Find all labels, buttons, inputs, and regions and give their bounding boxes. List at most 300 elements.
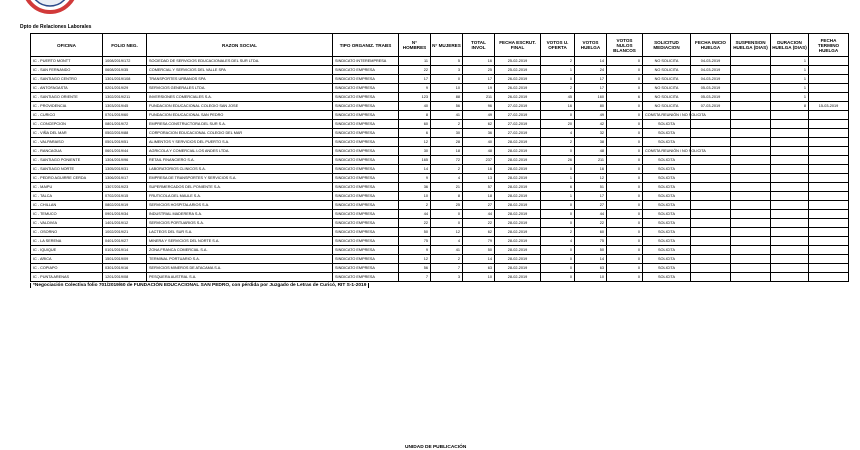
table-row [31, 120, 849, 129]
offer-votes-cell: 1 [541, 174, 575, 183]
mediation-cell: SOLICITA [643, 255, 691, 264]
mediation-cell: SOLICITA [643, 219, 691, 228]
company-cell: CORPORACION EDUCACIONAL COLEGIO DEL MAR [147, 129, 333, 138]
total-cell: 57 [463, 183, 495, 192]
company-cell: EMPRESA CONSTRUCTORA DEL SUR S.A. [147, 120, 333, 129]
company-cell: SERVICIOS HOSPITALARIOS S.A. [147, 201, 333, 210]
strike-votes-cell: 60 [575, 228, 607, 237]
men-count-cell: 30 [399, 147, 431, 156]
duration-days-cell [771, 228, 809, 237]
scrutiny-date-cell: 25-02-2019 [495, 66, 541, 75]
department-title: Dpto de Relaciones Laborales [20, 24, 92, 30]
scrutiny-date-cell: 28-02-2019 [495, 165, 541, 174]
strike-votes-cell: 14 [575, 57, 607, 66]
women-count-cell: 21 [431, 183, 463, 192]
company-cell: EMPRESA DE TRANSPORTES Y SERVICIOS S.A. [147, 174, 333, 183]
total-cell: 16 [463, 57, 495, 66]
company-cell: SERVICIOS PORTUARIOS S.A. [147, 219, 333, 228]
total-cell: 96 [463, 102, 495, 111]
institution-logo [18, 0, 82, 14]
scrutiny-date-cell: 26-02-2019 [495, 93, 541, 102]
duration-days-cell [771, 255, 809, 264]
men-count-cell: 2 [399, 201, 431, 210]
men-count-cell: 22 [399, 219, 431, 228]
men-count-cell: 9 [399, 246, 431, 255]
suspension-days-cell [731, 237, 771, 246]
mediation-cell: NO SOLICITA [643, 57, 691, 66]
strike-end-cell [809, 255, 849, 264]
null-votes-cell: 0 [607, 264, 643, 273]
org-type-cell: SINDICATO EMPRESA [333, 102, 399, 111]
strike-votes-cell: 17 [575, 75, 607, 84]
null-votes-cell: 0 [607, 129, 643, 138]
company-cell: PESQUERA AUSTRAL S.A. [147, 273, 333, 282]
strike-votes-cell: 38 [575, 138, 607, 147]
women-count-cell: 72 [431, 156, 463, 165]
mediation-cell: SOLICITA [643, 228, 691, 237]
mediation-cell: SOLICITA [643, 120, 691, 129]
office-cell: IC - ANTOFAGASTA [31, 84, 103, 93]
total-cell: 18 [463, 192, 495, 201]
total-cell: 48 [463, 147, 495, 156]
org-type-cell: SINDICATO EMPRESA [333, 66, 399, 75]
total-cell: 79 [463, 237, 495, 246]
men-count-cell: 14 [399, 165, 431, 174]
office-cell: IC - ARICA [31, 255, 103, 264]
scrutiny-date-cell: 28-02-2019 [495, 210, 541, 219]
column-header: TIPO ORGANIZ. TRABS [333, 34, 399, 57]
folio-cell: 0702/2019/15 [103, 192, 147, 201]
duration-days-cell [771, 192, 809, 201]
table-row [31, 57, 849, 66]
duration-days-cell: 1 [771, 75, 809, 84]
strike-end-cell [809, 120, 849, 129]
column-header: FECHA INICIO HUELGA [691, 34, 731, 57]
folio-cell: 0501/2019/51 [103, 138, 147, 147]
scrutiny-date-cell: 28-02-2019 [495, 147, 541, 156]
strike-end-cell [809, 174, 849, 183]
women-count-cell: 12 [431, 228, 463, 237]
women-count-cell: 28 [431, 138, 463, 147]
strike-start-cell: 05-03-2019 [691, 93, 731, 102]
strike-start-cell [691, 255, 731, 264]
duration-days-cell [771, 210, 809, 219]
strike-start-cell [691, 219, 731, 228]
duration-days-cell [771, 246, 809, 255]
company-cell: SERVICIOS MINEROS DE ATACAMA S.A. [147, 264, 333, 273]
total-cell: 36 [463, 129, 495, 138]
total-cell: 50 [463, 246, 495, 255]
table-row [31, 183, 849, 192]
org-type-cell: SINDICATO EMPRESA [333, 246, 399, 255]
mediation-cell: NO SOLICITA [643, 75, 691, 84]
suspension-days-cell [731, 183, 771, 192]
org-type-cell: SINDICATO EMPRESA [333, 183, 399, 192]
office-cell: IC - TEMUCO [31, 210, 103, 219]
office-cell: IC - VIÑA DEL MAR [31, 129, 103, 138]
scrutiny-date-cell: 28-02-2019 [495, 192, 541, 201]
strike-start-cell [691, 129, 731, 138]
table-header-row [31, 34, 849, 57]
men-count-cell: 44 [399, 210, 431, 219]
women-count-cell: 5 [431, 57, 463, 66]
company-cell: TRANSPORTES URBANOS SPA [147, 75, 333, 84]
total-cell: 17 [463, 75, 495, 84]
suspension-days-cell [731, 75, 771, 84]
suspension-days-cell [731, 201, 771, 210]
strike-end-cell [809, 84, 849, 93]
offer-votes-cell: 0 [541, 273, 575, 282]
offer-votes-cell: 6 [541, 183, 575, 192]
offer-votes-cell: 20 [541, 120, 575, 129]
org-type-cell: SINDICATO EMPRESA [333, 111, 399, 120]
duration-days-cell [771, 183, 809, 192]
office-cell: IC - IQUIQUE [31, 246, 103, 255]
scrutiny-date-cell: 28-02-2019 [495, 264, 541, 273]
office-cell: IC - SANTIAGO NORTE [31, 165, 103, 174]
suspension-days-cell [731, 129, 771, 138]
column-header: TOTAL INVOL [463, 34, 495, 57]
table-body [31, 57, 849, 282]
strike-votes-cell: 80 [575, 102, 607, 111]
suspension-days-cell [731, 165, 771, 174]
folio-cell: 1304/2019/96 [103, 156, 147, 165]
women-count-cell: 7 [431, 264, 463, 273]
scrutiny-date-cell: 28-02-2019 [495, 246, 541, 255]
company-cell: AGRICOLA Y COMERCIAL LOS ANDES LTDA. [147, 147, 333, 156]
strike-votes-cell: 22 [575, 219, 607, 228]
duration-days-cell [771, 156, 809, 165]
strike-end-cell [809, 246, 849, 255]
folio-cell: 1401/2019/12 [103, 219, 147, 228]
mediation-cell: SOLICITA [643, 273, 691, 282]
mediation-cell: SOLICITA [643, 174, 691, 183]
offer-votes-cell: 0 [541, 165, 575, 174]
column-header: FECHA TERMINO HUELGA [809, 34, 849, 57]
org-type-cell: SINDICATO EMPRESA [333, 75, 399, 84]
table-row [31, 84, 849, 93]
mediation-cell: SOLICITA [643, 210, 691, 219]
table-row [31, 174, 849, 183]
strike-end-cell [809, 147, 849, 156]
strike-start-cell [691, 264, 731, 273]
org-type-cell: SINDICATO EMPRESA [333, 120, 399, 129]
mediation-cell: SOLICITA [643, 246, 691, 255]
strike-start-cell [691, 273, 731, 282]
men-count-cell: 7 [399, 273, 431, 282]
folio-cell: 0608/2019/35 [103, 66, 147, 75]
duration-days-cell [771, 165, 809, 174]
women-count-cell: 4 [431, 174, 463, 183]
folio-cell: 0601/2019/44 [103, 147, 147, 156]
offer-votes-cell: 1 [541, 66, 575, 75]
org-type-cell: SINDICATO EMPRESA [333, 93, 399, 102]
total-cell: 10 [463, 273, 495, 282]
mediation-cell: CONSTA REUNIÓN / NO SOLICITA [643, 147, 691, 156]
scrutiny-date-cell: 26-02-2019 [495, 75, 541, 84]
page-footer: UNIDAD DE PUBLICACIÓN [405, 445, 467, 450]
null-votes-cell: 0 [607, 192, 643, 201]
strike-start-cell [691, 192, 731, 201]
column-header: N° HOMBRES [399, 34, 431, 57]
offer-votes-cell: 2 [541, 228, 575, 237]
column-header: DURACION HUELGA (DIAS) [771, 34, 809, 57]
table-row [31, 192, 849, 201]
column-header: RAZON SOCIAL [147, 34, 333, 57]
total-cell: 62 [463, 120, 495, 129]
strike-votes-cell: 12 [575, 174, 607, 183]
table-row [31, 111, 849, 120]
men-count-cell: 22 [399, 66, 431, 75]
table-row [31, 156, 849, 165]
scrutiny-date-cell: 26-02-2019 [495, 84, 541, 93]
offer-votes-cell: 0 [541, 201, 575, 210]
strike-start-cell [691, 183, 731, 192]
mediation-cell: NO SOLICITA [643, 66, 691, 75]
strike-votes-cell: 51 [575, 183, 607, 192]
mediation-cell: NO SOLICITA [643, 93, 691, 102]
offer-votes-cell: 1 [541, 192, 575, 201]
null-votes-cell: 0 [607, 111, 643, 120]
mediation-cell: SOLICITA [643, 183, 691, 192]
folio-cell: 1303/2019/45 [103, 102, 147, 111]
org-type-cell: SINDICATO EMPRESA [333, 237, 399, 246]
strike-votes-cell: 32 [575, 129, 607, 138]
org-type-cell: SINDICATO EMPRESA [333, 156, 399, 165]
office-cell: IC - VALPARAISO [31, 138, 103, 147]
folio-cell: 0201/2019/29 [103, 84, 147, 93]
offer-votes-cell: 0 [541, 255, 575, 264]
table-row [31, 246, 849, 255]
mediation-cell: SOLICITA [643, 165, 691, 174]
null-votes-cell: 0 [607, 147, 643, 156]
null-votes-cell: 0 [607, 138, 643, 147]
company-cell: SUPERMERCADOS DEL PONIENTE S.A. [147, 183, 333, 192]
scrutiny-date-cell: 27-02-2019 [495, 111, 541, 120]
strike-start-cell [691, 246, 731, 255]
offer-votes-cell: 4 [541, 129, 575, 138]
strike-start-cell [691, 156, 731, 165]
strike-votes-cell: 42 [575, 120, 607, 129]
total-cell: 16 [463, 165, 495, 174]
office-cell: IC - MAIPU [31, 183, 103, 192]
suspension-days-cell [731, 192, 771, 201]
office-cell: IC - CURICO [31, 111, 103, 120]
suspension-days-cell [731, 246, 771, 255]
women-count-cell: 41 [431, 246, 463, 255]
company-cell: ALIMENTOS Y SERVICIOS DEL PUERTO S.A. [147, 138, 333, 147]
men-count-cell: 56 [399, 264, 431, 273]
table-row [31, 75, 849, 84]
duration-days-cell [771, 147, 809, 156]
strike-end-cell [809, 264, 849, 273]
women-count-cell: 3 [431, 66, 463, 75]
table-row [31, 255, 849, 264]
org-type-cell: SINDICATO EMPRESA [333, 210, 399, 219]
company-cell: RETAIL FINANCIERO S.A. [147, 156, 333, 165]
mediation-cell: SOLICITA [643, 138, 691, 147]
men-count-cell: 8 [399, 111, 431, 120]
org-type-cell: SINDICATO EMPRESA [333, 138, 399, 147]
mediation-cell: SOLICITA [643, 156, 691, 165]
strike-start-cell [691, 228, 731, 237]
suspension-days-cell [731, 120, 771, 129]
null-votes-cell: 0 [607, 174, 643, 183]
folio-cell: 0502/2019/88 [103, 129, 147, 138]
strike-start-cell [691, 138, 731, 147]
total-cell: 27 [463, 201, 495, 210]
men-count-cell: 11 [399, 57, 431, 66]
negotiation-table [30, 33, 849, 282]
company-cell: FRUTICOLA DEL MAULE S.A. [147, 192, 333, 201]
suspension-days-cell [731, 273, 771, 282]
null-votes-cell: 0 [607, 246, 643, 255]
women-count-cell: 56 [431, 102, 463, 111]
duration-days-cell: 1 [771, 84, 809, 93]
suspension-days-cell [731, 147, 771, 156]
men-count-cell: 17 [399, 75, 431, 84]
women-count-cell: 2 [431, 120, 463, 129]
scrutiny-date-cell: 27-02-2019 [495, 102, 541, 111]
strike-votes-cell: 10 [575, 273, 607, 282]
total-cell: 44 [463, 210, 495, 219]
table-row [31, 138, 849, 147]
strike-start-cell [691, 201, 731, 210]
scrutiny-date-cell: 28-02-2019 [495, 183, 541, 192]
strike-votes-cell: 50 [575, 246, 607, 255]
offer-votes-cell: 0 [541, 264, 575, 273]
strike-end-cell [809, 66, 849, 75]
men-count-cell: 50 [399, 228, 431, 237]
offer-votes-cell: 0 [541, 147, 575, 156]
strike-votes-cell: 17 [575, 84, 607, 93]
women-count-cell: 2 [431, 255, 463, 264]
office-cell: IC - PUNTA ARENAS [31, 273, 103, 282]
suspension-days-cell [731, 57, 771, 66]
duration-days-cell [771, 264, 809, 273]
folio-cell: 1301/2019/108 [103, 75, 147, 84]
total-cell: 63 [463, 264, 495, 273]
suspension-days-cell [731, 138, 771, 147]
table-row [31, 147, 849, 156]
folio-cell: 1307/2019/23 [103, 183, 147, 192]
scrutiny-date-cell: 25-02-2019 [495, 57, 541, 66]
total-cell: 25 [463, 66, 495, 75]
org-type-cell: SINDICATO INTEREMPRESA [333, 57, 399, 66]
scrutiny-date-cell: 28-02-2019 [495, 174, 541, 183]
strike-end-cell [809, 183, 849, 192]
mediation-cell: SOLICITA [643, 237, 691, 246]
column-header: VOTOS NULOS BLANCOS [607, 34, 643, 57]
offer-votes-cell: 26 [541, 156, 575, 165]
strike-votes-cell: 17 [575, 192, 607, 201]
null-votes-cell: 0 [607, 165, 643, 174]
women-count-cell: 41 [431, 111, 463, 120]
null-votes-cell: 0 [607, 183, 643, 192]
office-cell: IC - CHILLAN [31, 201, 103, 210]
total-cell: 22 [463, 219, 495, 228]
null-votes-cell: 0 [607, 210, 643, 219]
strike-end-cell [809, 237, 849, 246]
strike-end-cell [809, 75, 849, 84]
folio-cell: 1501/2019/09 [103, 255, 147, 264]
suspension-days-cell [731, 66, 771, 75]
company-cell: SOCIEDAD DE SERVICIOS EDUCACIONALES DEL SUR LTDA. [147, 57, 333, 66]
org-type-cell: SINDICATO EMPRESA [333, 273, 399, 282]
total-cell: 14 [463, 255, 495, 264]
company-cell: MINERA Y SERVICIOS DEL NORTE S.A. [147, 237, 333, 246]
men-count-cell: 10 [399, 192, 431, 201]
strike-end-cell [809, 210, 849, 219]
org-type-cell: SINDICATO EMPRESA [333, 147, 399, 156]
company-cell: SERVICIOS GENERALES LTDA. [147, 84, 333, 93]
folio-cell: 0301/2019/16 [103, 264, 147, 273]
company-cell: LABORATORIOS CLINICOS S.A. [147, 165, 333, 174]
folio-cell: 1305/2019/31 [103, 165, 147, 174]
office-cell: IC - SANTIAGO ORIENTE [31, 93, 103, 102]
column-header: N° MUJERES [431, 34, 463, 57]
duration-days-cell [771, 219, 809, 228]
company-cell: LACTEOS DEL SUR S.A. [147, 228, 333, 237]
duration-days-cell [771, 138, 809, 147]
offer-votes-cell: 4 [541, 237, 575, 246]
strike-end-cell [809, 111, 849, 120]
strike-end-cell [809, 165, 849, 174]
offer-votes-cell: 2 [541, 138, 575, 147]
table-row [31, 219, 849, 228]
null-votes-cell: 0 [607, 84, 643, 93]
org-type-cell: SINDICATO EMPRESA [333, 84, 399, 93]
strike-end-cell [809, 93, 849, 102]
offer-votes-cell: 0 [541, 75, 575, 84]
strike-end-cell [809, 57, 849, 66]
suspension-days-cell [731, 156, 771, 165]
office-cell: IC - VALDIVIA [31, 219, 103, 228]
women-count-cell: 0 [431, 75, 463, 84]
total-cell: 13 [463, 174, 495, 183]
scrutiny-date-cell: 28-02-2019 [495, 219, 541, 228]
men-count-cell: 165 [399, 156, 431, 165]
table-row [31, 165, 849, 174]
strike-start-cell [691, 120, 731, 129]
total-cell: 237 [463, 156, 495, 165]
strike-votes-cell: 14 [575, 255, 607, 264]
women-count-cell: 25 [431, 201, 463, 210]
null-votes-cell: 0 [607, 66, 643, 75]
women-count-cell: 18 [431, 147, 463, 156]
scrutiny-date-cell: 28-02-2019 [495, 237, 541, 246]
org-type-cell: SINDICATO EMPRESA [333, 219, 399, 228]
office-cell: IC - TALCA [31, 192, 103, 201]
strike-votes-cell: 49 [575, 111, 607, 120]
folio-cell: 1302/2019/211 [103, 93, 147, 102]
column-header: SUSPENSION HUELGA (DIAS) [731, 34, 771, 57]
office-cell: IC - RANCAGUA [31, 147, 103, 156]
null-votes-cell: 0 [607, 120, 643, 129]
strike-start-cell [691, 237, 731, 246]
strike-start-cell: 04-03-2019 [691, 57, 731, 66]
folio-cell: 1002/2019/21 [103, 228, 147, 237]
scrutiny-date-cell: 28-02-2019 [495, 255, 541, 264]
offer-votes-cell: 0 [541, 219, 575, 228]
duration-days-cell [771, 120, 809, 129]
office-cell: IC - SAN FERNANDO [31, 66, 103, 75]
offer-votes-cell: 0 [541, 210, 575, 219]
office-cell: IC - PUERTO MONTT [31, 57, 103, 66]
scrutiny-date-cell: 27-02-2019 [495, 129, 541, 138]
company-cell: COMERCIAL Y SERVICIOS DEL VALLE SPA [147, 66, 333, 75]
total-cell: 49 [463, 111, 495, 120]
